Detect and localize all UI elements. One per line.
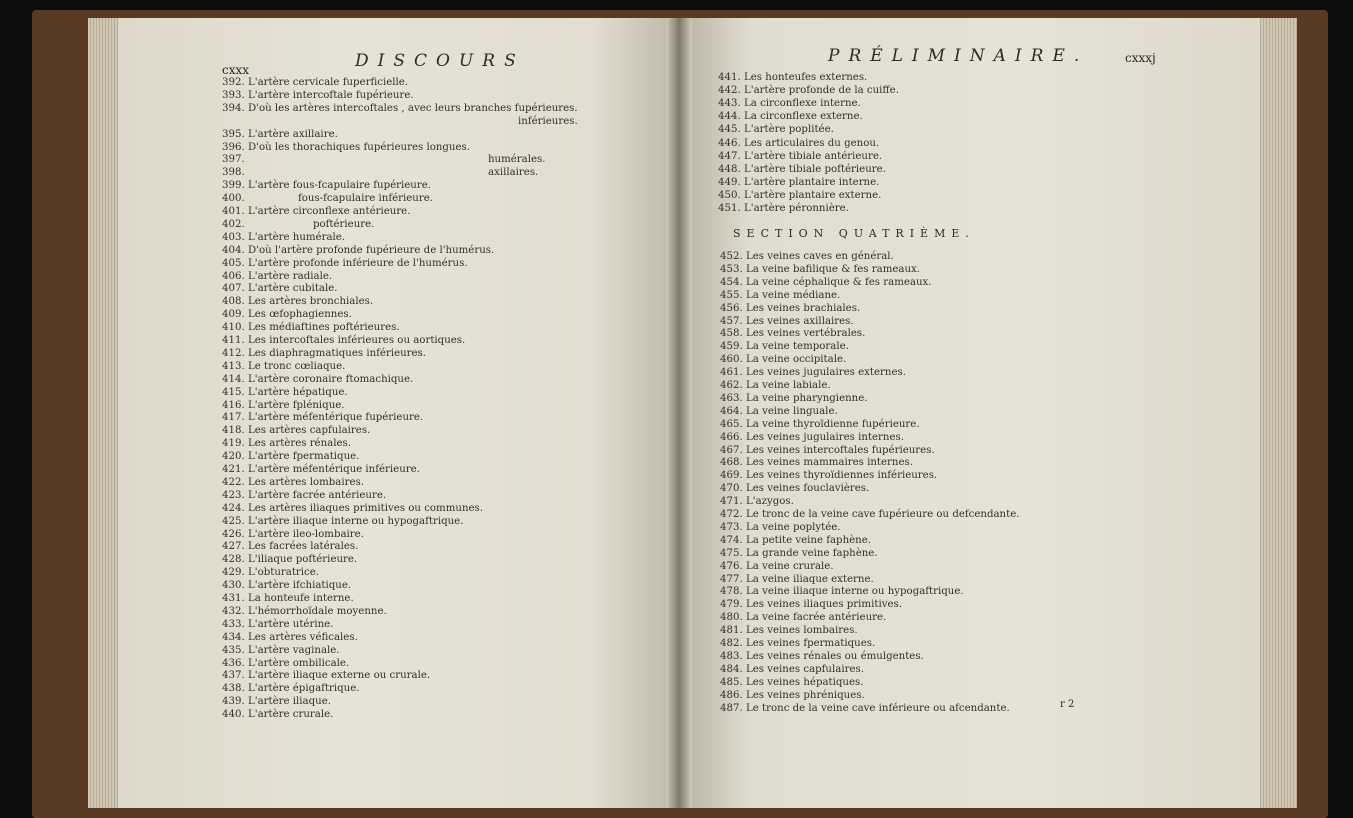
- entry-text: L'artère crurale.: [248, 709, 334, 721]
- entry-text: La veine médiane.: [746, 289, 841, 301]
- entry-text: L'artère fous-fcapulaire fupérieure.: [248, 180, 432, 192]
- entry-line: [222, 464, 420, 476]
- entry-number: 467.: [720, 444, 743, 456]
- entry-number: 422.: [222, 476, 245, 488]
- entry-line: [222, 477, 364, 489]
- entry-line: [222, 219, 374, 231]
- entry-number: 456.: [720, 302, 743, 314]
- entry-number: 472.: [720, 509, 743, 520]
- book-gutter: [666, 18, 692, 808]
- entry-number: 437.: [222, 670, 245, 682]
- entry-number: 431.: [222, 593, 245, 604]
- entry-number: 484.: [720, 663, 743, 675]
- entry-line: [222, 77, 408, 89]
- entry-number: 481.: [720, 625, 743, 637]
- entry-line: [718, 72, 867, 84]
- entry-text: Le tronc de la veine cave fupérieure ou defcendante.: [746, 509, 1020, 520]
- entry-text: L'artère cervicale fuperficielle.: [248, 77, 409, 88]
- entry-line: [222, 529, 364, 541]
- entry-line: [222, 232, 345, 244]
- entry-text: L'artère utérine.: [248, 618, 334, 630]
- entry-line: [222, 374, 413, 386]
- entry-line: [222, 193, 433, 205]
- entry-text: Le tronc de la veine cave inférieure ou afcendante.: [746, 702, 1010, 714]
- entry-number: 430.: [222, 580, 245, 592]
- entry-text: L'artère poplitée.: [744, 124, 834, 136]
- entry-number: 460.: [720, 354, 743, 366]
- entry-number: 457.: [720, 315, 743, 327]
- entry-number: 446.: [718, 137, 741, 149]
- entry-line: [720, 419, 920, 431]
- entry-text: D'où les thorachiques fupérieures longues.: [248, 141, 470, 153]
- entry-line: [720, 251, 894, 263]
- entry-line: [222, 180, 431, 192]
- entry-line: [718, 85, 899, 97]
- entry-number: 459.: [720, 341, 743, 353]
- entry-number: 405.: [222, 257, 245, 269]
- entry-text: L'azygos.: [746, 496, 794, 508]
- entry-line: [222, 709, 333, 721]
- entry-line: [222, 154, 546, 166]
- entry-text: Les veines brachiales.: [746, 302, 861, 314]
- entry-line: [720, 445, 935, 457]
- entry-number: 462.: [720, 380, 743, 391]
- entry-number: 448.: [718, 163, 741, 175]
- entry-number: 404.: [222, 244, 245, 256]
- entry-line: [720, 290, 840, 302]
- entry-line: [720, 470, 937, 482]
- entry-text: La veine céphalique & fes rameaux.: [746, 276, 932, 288]
- entry-line: [720, 612, 886, 624]
- entry-text: L'artère facrée antérieure.: [248, 489, 387, 501]
- entry-text: L'artère coronaire ftomachique.: [248, 373, 414, 385]
- entry-number: 458.: [720, 328, 743, 340]
- entry-line: [720, 341, 849, 353]
- entry-text: L'artère vaginale.: [248, 644, 340, 656]
- entry-number: 478.: [720, 586, 743, 598]
- entry-line: [720, 586, 964, 598]
- entry-text: Les veines intercoftales fupérieures.: [746, 444, 935, 456]
- entry-text: Les facrées latérales.: [248, 541, 359, 553]
- entry-number: 428.: [222, 554, 245, 566]
- entry-text: Les artères rénales.: [248, 438, 351, 450]
- entry-line: [720, 599, 902, 611]
- entry-number: 470.: [720, 483, 743, 495]
- entry-line: [720, 522, 841, 534]
- entry-number: 461.: [720, 367, 743, 379]
- right-page-number: cxxxj: [1125, 51, 1156, 65]
- entry-text: L'artère axillaire.: [248, 128, 338, 140]
- entry-number: 464.: [720, 405, 743, 417]
- entry-number: 415.: [222, 386, 245, 398]
- entry-line: [720, 303, 860, 315]
- entry-line: [720, 328, 865, 340]
- entry-text: Les artères bronchiales.: [248, 296, 374, 308]
- entry-text: Les veines mammaires internes.: [746, 457, 913, 469]
- entry-line: [222, 387, 348, 399]
- entry-number: 402.: [222, 218, 245, 230]
- entry-number: 475.: [720, 547, 743, 559]
- entry-line: [222, 296, 373, 308]
- entry-number: 417.: [222, 412, 245, 424]
- entry-text: D'où l'artère profonde fupérieure de l'humérus.: [248, 244, 495, 256]
- entry-number: 452.: [720, 251, 743, 262]
- entry-text: La veine pharyngienne.: [746, 392, 868, 404]
- entry-text: L'artère radiale.: [248, 270, 333, 282]
- entry-text: L'artère intercoftale fupérieure.: [248, 89, 414, 101]
- entry-line: [222, 696, 331, 708]
- entry-number: 473.: [720, 521, 743, 533]
- entry-line: [720, 316, 854, 328]
- entry-number: 434.: [222, 631, 245, 643]
- entry-text: Les articulaires du genou.: [744, 137, 880, 149]
- section-title: SECTION QUATRIÈME.: [733, 227, 975, 240]
- entry-text: Les veines vertébrales.: [746, 328, 866, 340]
- left-page-number: cxxx: [222, 63, 250, 77]
- entry-number: 485.: [720, 676, 743, 688]
- entry-number: 438.: [222, 683, 245, 695]
- entry-line: [720, 509, 1019, 521]
- entry-number: 398.: [222, 167, 245, 179]
- entry-line: [222, 658, 349, 670]
- entry-text: Les diaphragmatiques inférieures.: [248, 347, 427, 359]
- entry-line: [222, 322, 400, 334]
- entry-number: 440.: [222, 709, 245, 721]
- entry-text: L'artère humérale.: [248, 231, 346, 243]
- entry-number: 392.: [222, 77, 245, 88]
- entry-text: La veine iliaque interne ou hypogaftrique.: [746, 586, 964, 598]
- entry-text: Les intercoftales inférieures ou aortiques.: [248, 335, 466, 346]
- entry-text: L'artère iliaque externe ou crurale.: [248, 670, 431, 682]
- entry-text: La circonflexe externe.: [744, 111, 863, 123]
- entry-line: [222, 683, 360, 695]
- entry-text: La veine bafilique & fes rameaux.: [746, 263, 921, 275]
- entry-number: 418.: [222, 425, 245, 437]
- entry-text: L'artère ifchiatique.: [248, 580, 352, 592]
- entry-number: 401.: [222, 206, 245, 217]
- entry-text: L'artère plantaire interne.: [744, 176, 880, 188]
- entry-line: [720, 677, 863, 689]
- entry-number: 424.: [222, 502, 245, 514]
- entry-text: L'artère méfentérique fupérieure.: [248, 412, 424, 424]
- entry-number: 399.: [222, 180, 245, 192]
- entry-text: L'artère péronnière.: [744, 203, 849, 214]
- entry-text: Le tronc cœliaque.: [248, 360, 346, 372]
- entry-line: [222, 206, 410, 218]
- entry-line: [720, 457, 913, 469]
- entry-text: inférieures.: [518, 115, 578, 127]
- entry-text: Les artères capfulaires.: [248, 425, 371, 437]
- entry-number: 451.: [718, 203, 741, 214]
- entry-text: Les veines hépatiques.: [746, 676, 864, 688]
- entry-text: Les artères iliaques primitives ou communes.: [248, 502, 483, 514]
- entry-line: [222, 90, 414, 102]
- entry-number: 468.: [720, 457, 743, 469]
- entry-number: 479.: [720, 599, 743, 611]
- entry-number: 469.: [720, 470, 743, 482]
- entry-number: 433.: [222, 618, 245, 630]
- entry-number: 406.: [222, 270, 245, 282]
- right-running-head: PRÉLIMINAIRE.: [828, 46, 1089, 66]
- entry-number: 410.: [222, 322, 245, 334]
- entry-line: [720, 574, 874, 586]
- entry-text: L'artère hépatique.: [248, 386, 348, 398]
- entry-number: 480.: [720, 612, 743, 624]
- entry-line: [720, 393, 868, 405]
- entry-text: L'artère épigaftrique.: [248, 683, 360, 695]
- entry-line: [222, 167, 538, 179]
- entry-number: 408.: [222, 296, 245, 308]
- entry-number: 423.: [222, 489, 245, 501]
- entry-line: [718, 111, 863, 123]
- entry-line: [222, 425, 370, 437]
- entry-text: La petite veine faphène.: [746, 534, 871, 546]
- entry-line: [720, 264, 920, 276]
- entry-text: Les veines iliaques primitives.: [746, 599, 902, 611]
- entry-line: [720, 367, 906, 379]
- entry-line: [718, 177, 879, 189]
- entry-text: L'artère plantaire externe.: [744, 189, 882, 201]
- entry-text: La veine thyroïdienne fupérieure.: [746, 418, 920, 430]
- entry-number: 421.: [222, 464, 245, 475]
- entry-text: L'artère circonflexe antérieure.: [248, 206, 411, 217]
- entry-text: L'artère profonde de la cuiffe.: [744, 85, 899, 97]
- entry-text: Les veines jugulaires externes.: [746, 367, 906, 379]
- entry-text: La veine crurale.: [746, 560, 834, 572]
- entry-line: [718, 190, 881, 202]
- entry-text: Les veines jugulaires internes.: [746, 431, 904, 443]
- entry-text: fous-fcapulaire inférieure.: [298, 193, 433, 205]
- entry-text: La veine occipitale.: [746, 354, 847, 366]
- entry-number: 439.: [222, 696, 245, 708]
- entry-number: 414.: [222, 373, 245, 385]
- signature-mark: r 2: [1060, 699, 1075, 710]
- entry-line: [222, 400, 345, 412]
- entry-text: Les veines fouclavières.: [746, 483, 870, 495]
- entry-text: La veine linguale.: [746, 405, 838, 417]
- entry-number: 471.: [720, 496, 743, 508]
- entry-text: La veine temporale.: [746, 341, 849, 353]
- entry-line: [720, 380, 831, 392]
- entry-text: La honteufe interne.: [248, 593, 354, 604]
- entry-number: 482.: [720, 638, 743, 649]
- entry-number: 426.: [222, 528, 245, 540]
- entry-number: 443.: [718, 98, 741, 110]
- entry-text: Les veines capfulaires.: [746, 663, 864, 675]
- entry-text: Les artères lombaires.: [248, 476, 364, 488]
- entry-text: L'artère tibiale antérieure.: [744, 150, 883, 162]
- entry-text: Les artères véficales.: [248, 631, 358, 643]
- entry-line: [222, 309, 352, 321]
- entry-line: [720, 483, 869, 495]
- entry-line: [222, 258, 468, 270]
- entry-line: [222, 361, 345, 373]
- left-running-head: DISCOURS: [355, 51, 525, 71]
- entry-line: [222, 593, 354, 605]
- entry-line: [718, 164, 886, 176]
- entry-number: 463.: [720, 392, 743, 404]
- entry-text: L'artère iliaque interne ou hypogaftrique.: [248, 515, 464, 527]
- entry-line: [222, 412, 423, 424]
- entry-text: La grande veine faphène.: [746, 547, 878, 559]
- entry-text: Les veines caves en général.: [746, 251, 894, 262]
- entry-number: 477.: [720, 573, 743, 585]
- entry-line: [222, 554, 357, 566]
- entry-line: [222, 490, 386, 502]
- entry-line: [222, 580, 351, 592]
- entry-number: 435.: [222, 644, 245, 656]
- entry-line: [222, 670, 430, 682]
- entry-text: La veine facrée antérieure.: [746, 612, 887, 624]
- entry-number: 450.: [718, 189, 741, 201]
- entry-text: La veine poplytée.: [746, 521, 841, 533]
- entry-line: [720, 664, 864, 676]
- entry-number: 397.: [222, 154, 245, 166]
- entry-line: [222, 619, 333, 631]
- entry-line: [222, 103, 578, 115]
- entry-line: [222, 451, 359, 463]
- entry-number: 436.: [222, 657, 245, 669]
- entry-text: L'artère cubitale.: [248, 283, 338, 295]
- entry-text: Les œfophagiennes.: [248, 309, 352, 321]
- entry-line: [718, 124, 834, 136]
- entry-number: 429.: [222, 567, 245, 579]
- entry-line: [222, 606, 387, 618]
- entry-number: 395.: [222, 128, 245, 140]
- entry-line: [720, 548, 878, 560]
- entry-number: 441.: [718, 72, 741, 83]
- entry-line: [222, 567, 319, 579]
- entry-text: Les veines axillaires.: [746, 315, 854, 327]
- entry-number: 400.: [222, 193, 245, 205]
- entry-text: Les médiaftines poftérieures.: [248, 322, 400, 334]
- entry-line: [720, 690, 865, 702]
- entry-line: [720, 354, 846, 366]
- entry-number: 455.: [720, 289, 743, 301]
- entry-number: 394.: [222, 102, 245, 114]
- entry-number: 432.: [222, 605, 245, 617]
- entry-text: Les honteufes externes.: [744, 72, 868, 83]
- entry-text: L'iliaque poftérieure.: [248, 554, 358, 566]
- entry-line: [222, 245, 494, 257]
- entry-line: [222, 541, 358, 553]
- entry-number: 411.: [222, 335, 245, 346]
- entry-line: [222, 516, 463, 528]
- entry-line: [222, 438, 351, 450]
- entry-number: 465.: [720, 418, 743, 430]
- entry-line: [222, 116, 578, 128]
- entry-line: [222, 348, 426, 360]
- entry-number: 403.: [222, 231, 245, 243]
- entry-line: [720, 703, 1010, 715]
- entry-number: 466.: [720, 431, 743, 443]
- entry-number: 412.: [222, 347, 245, 359]
- entry-line: [720, 406, 838, 418]
- entry-line: [222, 271, 332, 283]
- entry-text: Les veines fpermatiques.: [746, 638, 876, 649]
- entry-number: 409.: [222, 309, 245, 321]
- entry-number: 486.: [720, 689, 743, 701]
- entry-line: [720, 625, 858, 637]
- entry-line: [222, 632, 358, 644]
- entry-text: L'artère iliaque.: [248, 696, 331, 708]
- entry-text: poftérieure.: [313, 218, 375, 230]
- entry-number: 449.: [718, 176, 741, 188]
- entry-number: 427.: [222, 541, 245, 553]
- entry-text: L'artère ombilicale.: [248, 657, 350, 669]
- entry-line: [718, 98, 861, 110]
- entry-number: 453.: [720, 263, 743, 275]
- entry-number: 413.: [222, 360, 245, 372]
- entry-text: La circonflexe interne.: [744, 98, 861, 110]
- entry-text: axillaires.: [488, 167, 539, 179]
- entry-line: [720, 535, 871, 547]
- entry-line: [720, 638, 875, 650]
- entry-text: Les veines rénales ou émulgentes.: [746, 650, 924, 662]
- entry-line: [222, 335, 465, 347]
- entry-line: [720, 561, 834, 573]
- entry-text: La veine labiale.: [746, 380, 831, 391]
- entry-line: [720, 651, 924, 663]
- entry-text: L'obturatrice.: [248, 567, 320, 579]
- entry-line: [222, 142, 470, 154]
- entry-line: [222, 129, 338, 141]
- entry-line: [720, 277, 932, 289]
- entry-text: L'artère méfentérique inférieure.: [248, 464, 420, 475]
- entry-number: 483.: [720, 650, 743, 662]
- entry-line: [720, 432, 904, 444]
- entry-number: 419.: [222, 438, 245, 450]
- entry-number: 407.: [222, 283, 245, 295]
- entry-number: 444.: [718, 111, 741, 123]
- entry-number: 474.: [720, 534, 743, 546]
- entry-text: La veine iliaque externe.: [746, 573, 874, 585]
- entry-text: L'artère tibiale poftérieure.: [744, 163, 886, 175]
- entry-number: 442.: [718, 85, 741, 97]
- entry-number: 416.: [222, 399, 245, 411]
- entry-text: D'où les artères intercoftales , avec leurs branches fupérieures.: [248, 102, 578, 114]
- entry-line: [718, 138, 879, 150]
- entry-text: L'artère profonde inférieure de l'humérus.: [248, 257, 468, 269]
- entry-text: L'artère fplénique.: [248, 399, 345, 411]
- entry-text: Les veines lombaires.: [746, 625, 858, 637]
- entry-number: 476.: [720, 560, 743, 572]
- right-page-edges: [1255, 18, 1297, 808]
- entry-text: L'artère ileo-lombaire.: [248, 528, 364, 540]
- entry-number: 445.: [718, 124, 741, 136]
- entry-number: 393.: [222, 89, 245, 101]
- entry-line: [222, 645, 340, 657]
- entry-line: [222, 283, 338, 295]
- entry-number: 487.: [720, 702, 743, 714]
- entry-number: 425.: [222, 515, 245, 527]
- entry-text: L'artère fpermatique.: [248, 451, 360, 463]
- entry-line: [718, 203, 849, 215]
- entry-text: humérales.: [488, 154, 546, 166]
- entry-number: 420.: [222, 451, 245, 463]
- entry-line: [720, 496, 794, 508]
- entry-text: Les veines thyroïdiennes inférieures.: [746, 470, 938, 482]
- entry-number: 447.: [718, 150, 741, 162]
- entry-line: [718, 151, 882, 163]
- entry-text: L'hémorrhoïdale moyenne.: [248, 605, 387, 617]
- entry-number: 396.: [222, 141, 245, 153]
- entry-number: 454.: [720, 276, 743, 288]
- entry-text: Les veines phréniques.: [746, 689, 865, 701]
- entry-line: [222, 503, 483, 515]
